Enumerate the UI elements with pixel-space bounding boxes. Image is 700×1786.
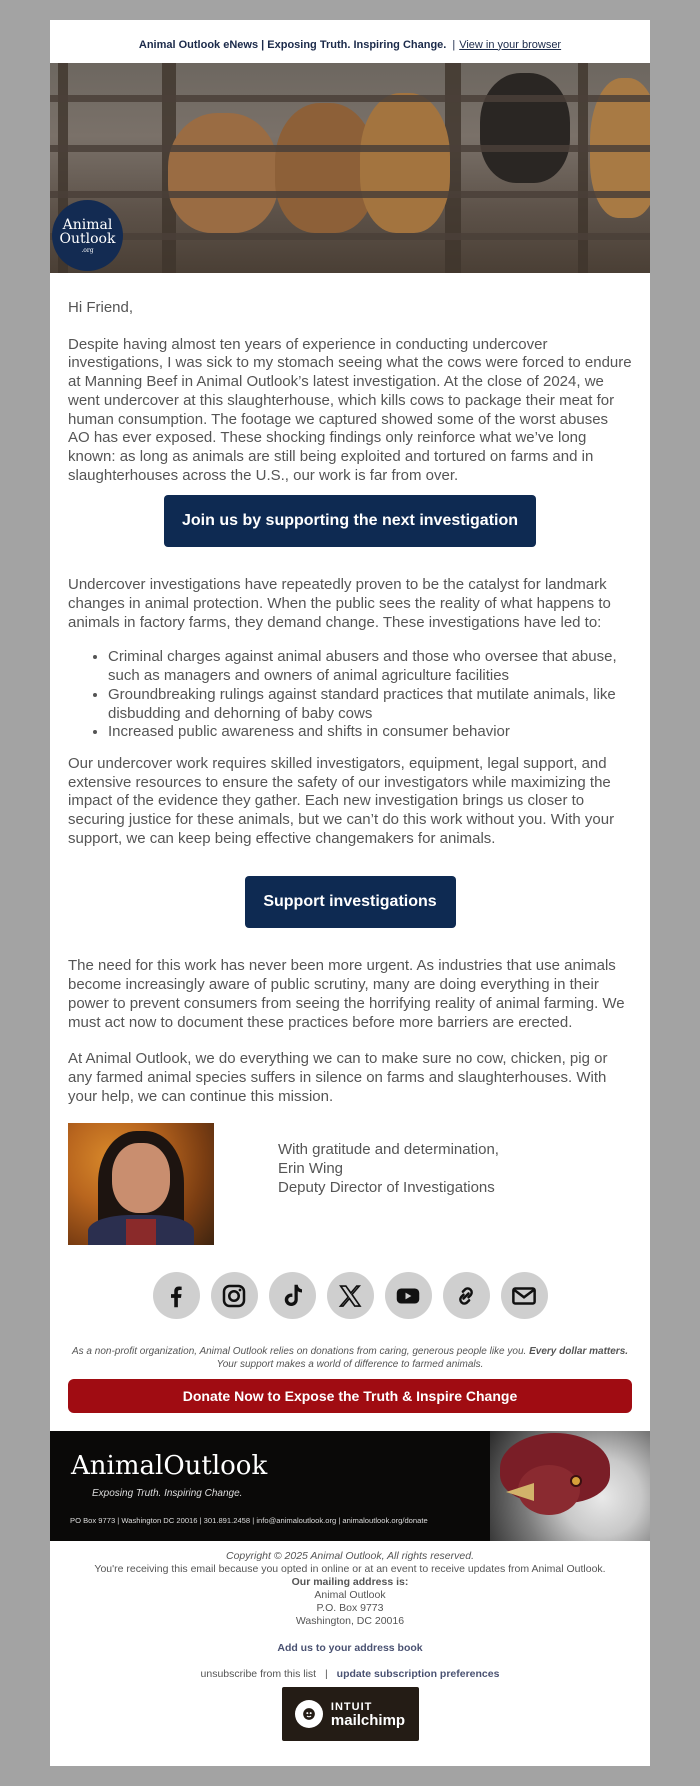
update-preferences-link[interactable]: update subscription preferences [336, 1668, 500, 1681]
rooster-image [490, 1431, 650, 1541]
signer-name: Erin Wing [278, 1160, 344, 1178]
mailchimp-badge[interactable] [282, 1687, 419, 1741]
list-item: • Increased public awareness and shifts in consumer behavior [108, 723, 632, 742]
mailchimp-line1: INTUIT [330, 1701, 373, 1714]
nonprofit-text-a: As a non-profit organization, Animal Outlook relies on donations from caring, generous people like you. [71, 1346, 527, 1358]
link-icon[interactable] [443, 1272, 490, 1319]
support-investigations-button[interactable]: Support investigations [245, 876, 456, 928]
paragraph-3: Our undercover work requires skilled investigators, equipment, legal support, and extensive resources to ensure the safety of our investigators while maximizing the impact of the evidence they gather. Each new investigation brings us closer to securing justice for these animals, but we can’t do this work without you. With your support, we can keep being effective changemakers for animals. [68, 754, 615, 847]
mailing-po-box: P.O. Box 9773 [316, 1602, 384, 1615]
list-item: • Groundbreaking rulings against standard practices that mutilate animals, like disbudding and dehorning of baby cows [108, 686, 632, 723]
x-icon[interactable] [327, 1272, 374, 1319]
footer-banner [50, 1431, 650, 1541]
mailing-label: Our mailing address is: [291, 1576, 409, 1589]
mailing-city: Washington, DC 20016 [295, 1615, 405, 1628]
brand-bold: Animal [71, 1451, 164, 1482]
nonprofit-note [50, 1345, 650, 1371]
preheader-separator: | [452, 38, 456, 51]
email-body [50, 273, 650, 1245]
social-links [50, 1272, 650, 1319]
view-in-browser-link[interactable]: View in your browser [459, 38, 562, 51]
tiktok-icon[interactable] [269, 1272, 316, 1319]
mailchimp-monkey-icon [295, 1700, 323, 1728]
mailing-org: Animal Outlook [314, 1589, 386, 1602]
signer-photo [68, 1123, 214, 1245]
preheader [50, 20, 650, 63]
paragraph-2: Undercover investigations have repeatedly proven to be the catalyst for landmark changes in animal protection. When the public sees the reality of what happens to animals in factory farms, they demand change. These investigations have led to: [68, 576, 611, 631]
support-next-investigation-button[interactable]: Join us by supporting the next investigation [164, 495, 536, 547]
instagram-icon[interactable] [211, 1272, 258, 1319]
preheader-title: Animal Outlook eNews | Exposing Truth. Inspiring Change. [138, 38, 447, 51]
list-item: • Criminal charges against animal abusers and those who oversee that abuse, such as managers and owners of animal agriculture facilities [108, 648, 632, 685]
footer-address-line: PO Box 9773 | Washington DC 20016 | 301.891.2458 | info@animaloutlook.org | animaloutlook.org/donate [70, 1516, 428, 1526]
outcomes-list [108, 648, 632, 742]
footer-tagline: Exposing Truth. Inspiring Change. [92, 1488, 243, 1500]
footer-brand [71, 1451, 267, 1481]
unsubscribe-link[interactable]: unsubscribe from this list [200, 1668, 317, 1681]
links-separator: | [325, 1668, 328, 1681]
copyright: Copyright © 2025 Animal Outlook, All rights reserved. [226, 1550, 474, 1563]
email-icon[interactable] [501, 1272, 548, 1319]
paragraph-4: The need for this work has never been more urgent. As industries that use animals become increasingly aware of public scrutiny, many are doing everything in their power to prevent consumers from seeing the horrifying reality of animal farming. We must act now to document these practices before more barriers are erected. [68, 957, 625, 1031]
legal-footer [50, 1541, 650, 1628]
youtube-icon[interactable] [385, 1272, 432, 1319]
subscription-links [50, 1668, 650, 1680]
greeting: Hi Friend, [68, 299, 134, 316]
mailchimp-line2: mailchimp [330, 1712, 406, 1730]
animal-outlook-logo[interactable] [52, 200, 123, 271]
paragraph-1: Despite having almost ten years of experience in conducting undercover investigations, I was sick to my stomach seeing what the cows were forced to endure at Manning Beef in Animal Outlook’s latest investigation. At the close of 2024, we went undercover at this slaughterhouse, which kills cows to package their meat for human consumption. The footage we captured showed some of the worst abuses AO has ever exposed. These shocking findings only reinforce what we’ve long known: as long as animals are still being exploited and tortured on farms and in slaughterhouses across the U.S., our work is far from over. [68, 335, 632, 484]
add-to-address-book-link[interactable]: Add us to your address book [277, 1642, 423, 1655]
nonprofit-text-b: Your support makes a world of difference to farmed animals. [216, 1359, 484, 1371]
facebook-icon[interactable] [153, 1272, 200, 1319]
logo-line3: .org [81, 246, 94, 254]
paragraph-5: At Animal Outlook, we do everything we can to make sure no cow, chicken, pig or any farmed animal species suffers in silence on farms and slaughterhouses. With your help, we can continue this mission. [68, 1050, 608, 1105]
logo-line1: Animal [62, 216, 113, 233]
signer-title: Deputy Director of Investigations [278, 1178, 495, 1196]
signature-block [68, 1123, 632, 1245]
logo-line2: Outlook [59, 230, 116, 247]
signoff: With gratitude and determination, [278, 1141, 499, 1159]
email-card [50, 20, 650, 1766]
opt-in-reason: You're receiving this email because you opted in online or at an event to receive updates from Animal Outlook. [94, 1563, 606, 1576]
brand-thin: Outlook [163, 1451, 268, 1482]
hero-image [50, 63, 650, 273]
nonprofit-text-bold: Every dollar matters. [529, 1346, 629, 1358]
donate-now-button[interactable]: Donate Now to Expose the Truth & Inspire Change [68, 1379, 632, 1413]
